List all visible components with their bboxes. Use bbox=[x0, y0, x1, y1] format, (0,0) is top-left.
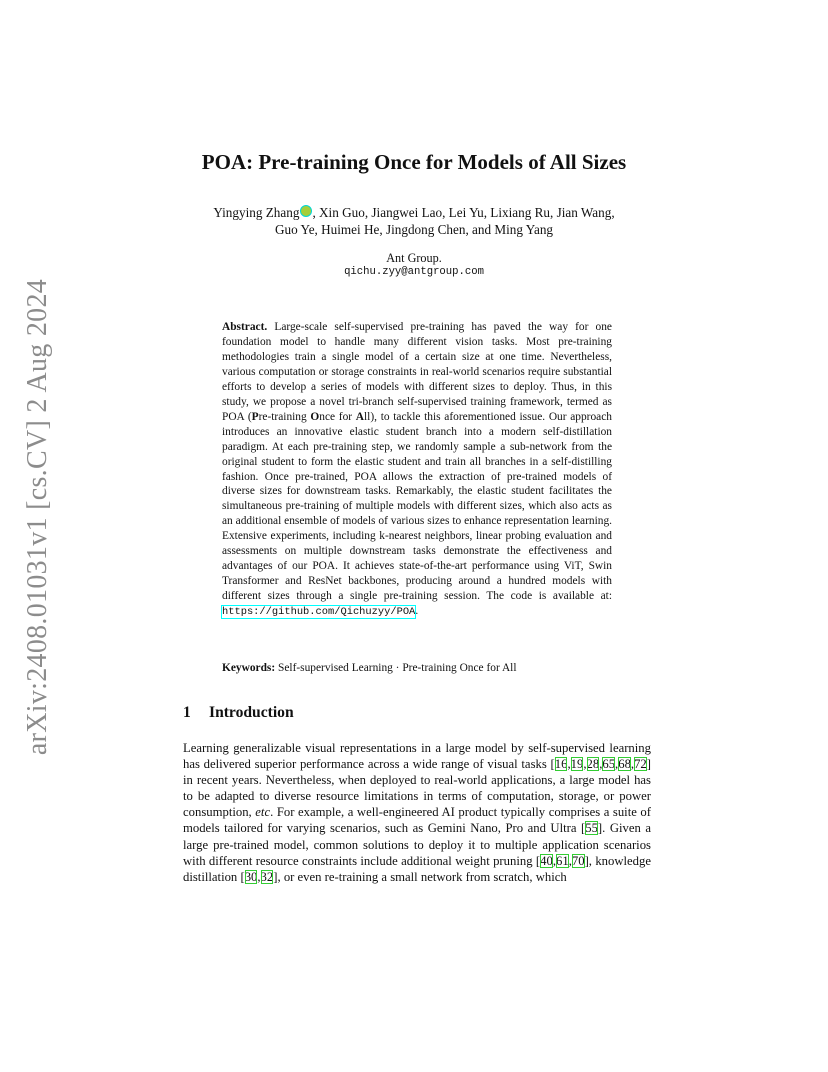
abstract-text-2: re-training bbox=[258, 410, 311, 423]
abstract-bold-a: A bbox=[355, 410, 365, 423]
arxiv-sidebar-stamp bbox=[14, 278, 62, 756]
citation-link[interactable]: 55 bbox=[585, 821, 598, 836]
arxiv-identifier: arXiv:2408.01031v1 [cs.CV] 2 Aug 2024 bbox=[22, 278, 53, 756]
abstract-bold-o: O bbox=[310, 410, 320, 423]
abstract-end: . bbox=[415, 605, 419, 618]
citation-group-3: [40,61,70] bbox=[535, 853, 589, 868]
author-line-2: Guo Ye, Huimei He, Jingdong Chen, and Ming Yang bbox=[274, 222, 554, 237]
citation-group-2: [55] bbox=[581, 821, 603, 836]
citation-link[interactable]: 65 bbox=[602, 757, 616, 772]
section-title: Introduction bbox=[209, 704, 294, 721]
author-first: Yingying Zhang bbox=[213, 205, 300, 220]
citation-link[interactable]: 72 bbox=[634, 757, 647, 772]
abstract-text-1: Large-scale self-supervised pre-training has paved the way for one foundation model to handle many different vision tasks. Most pre-training methodologies train a single model of a certain size at one time. Nevertheless, various computation or storage constraints in real-world scenarios require substantial efforts to develop a series of models with different sizes to deploy. Thus, in this study, we propose a novel tri-branch self-supervised training framework, termed as POA ( bbox=[222, 321, 612, 423]
keywords-text: Self-supervised Learning · Pre-training Once for All bbox=[278, 662, 517, 674]
citation-link[interactable]: 30 bbox=[244, 869, 258, 884]
intro-paragraph bbox=[183, 740, 651, 885]
citation-link[interactable]: 32 bbox=[260, 869, 274, 884]
contact-email: qichu.zyy@antgroup.com bbox=[344, 266, 484, 278]
code-url-link[interactable]: https://github.com/Qichuzyy/POA bbox=[222, 606, 416, 619]
author-rest: , Xin Guo, Jiangwei Lao, Lei Yu, Lixiang Ru, Jian Wang, bbox=[312, 205, 615, 220]
abstract-label: Abstract. bbox=[222, 321, 268, 333]
section-heading bbox=[183, 704, 294, 722]
orcid-icon[interactable] bbox=[300, 205, 312, 217]
intro-text-2: in recent years. Nevertheless, when deployed to real-world applications, a large model has to be adapted to diverse resource limitations in terms of computation, storage, or power consumption, bbox=[183, 773, 651, 820]
abstract-text-3: nce for bbox=[319, 410, 356, 423]
citation-group-1: [16,19,28,65,68,72] bbox=[550, 757, 651, 772]
citation-group-4: [30,32] bbox=[240, 869, 278, 884]
citation-link[interactable]: 19 bbox=[570, 757, 584, 772]
intro-text-4: . Given a large pre-trained model, common solutions to deploy it to multiple application scenarios with different resource constraints include additional weight pruning bbox=[183, 821, 651, 868]
citation-link[interactable]: 28 bbox=[586, 757, 600, 772]
intro-etc: etc bbox=[255, 805, 271, 820]
citation-link[interactable]: 68 bbox=[618, 757, 631, 772]
intro-text-5: , knowledge distillation bbox=[183, 853, 651, 884]
affiliation: Ant Group. bbox=[386, 251, 442, 265]
keywords-label: Keywords: bbox=[222, 662, 276, 674]
paper-title: POA: Pre-training Once for Models of All Sizes bbox=[201, 150, 627, 174]
citation-link[interactable]: 70 bbox=[571, 853, 585, 868]
citation-link[interactable]: 61 bbox=[556, 853, 569, 868]
intro-text-6: , or even re-training a small network from scratch, which bbox=[277, 869, 567, 884]
citation-link[interactable]: 40 bbox=[540, 853, 553, 868]
keywords-line bbox=[222, 662, 612, 674]
abstract-bold-p: P bbox=[251, 410, 259, 423]
abstract-block bbox=[222, 320, 612, 620]
intro-text-1: Learning generalizable visual representations in a large model by self-supervised learning has delivered superior performance across a wide range of visual tasks bbox=[183, 741, 651, 772]
author-list bbox=[150, 204, 678, 238]
section-number: 1 bbox=[183, 704, 191, 721]
intro-text-3: . For example, a well-engineered AI product typically comprises a suite of models tailored for varying scenarios, such as Gemini Nano, Pro and Ultra bbox=[183, 805, 651, 836]
citation-link[interactable]: 16 bbox=[554, 757, 568, 772]
abstract-text-4: ll), to tackle this aforementioned issue. Our approach introduces an innovative elastic student branch into a modern self-distillation paradigm. At each pre-training step, we randomly sample a sub-network from the original student to form the elastic student and train all branches in a self-distilling fashion. Once pre-trained, POA allows the extraction of pre-trained models of diverse sizes for downstream tasks. Remarkably, the elastic student facilitates the simultaneous pre-training of multiple models with different sizes, which also acts as an additional ensemble of models of various sizes to enhance representation learning. Extensive experiments, including k-nearest neighbors, linear probing evaluation and assessments on multiple downstream tasks demonstrate the effectiveness and advantages of our POA. It achieves state-of-the-art performance using ViT, Swin Transformer and ResNet backbones, producing around a hundred models with different sizes through a single pre-training session. The code is available at: bbox=[222, 410, 612, 603]
